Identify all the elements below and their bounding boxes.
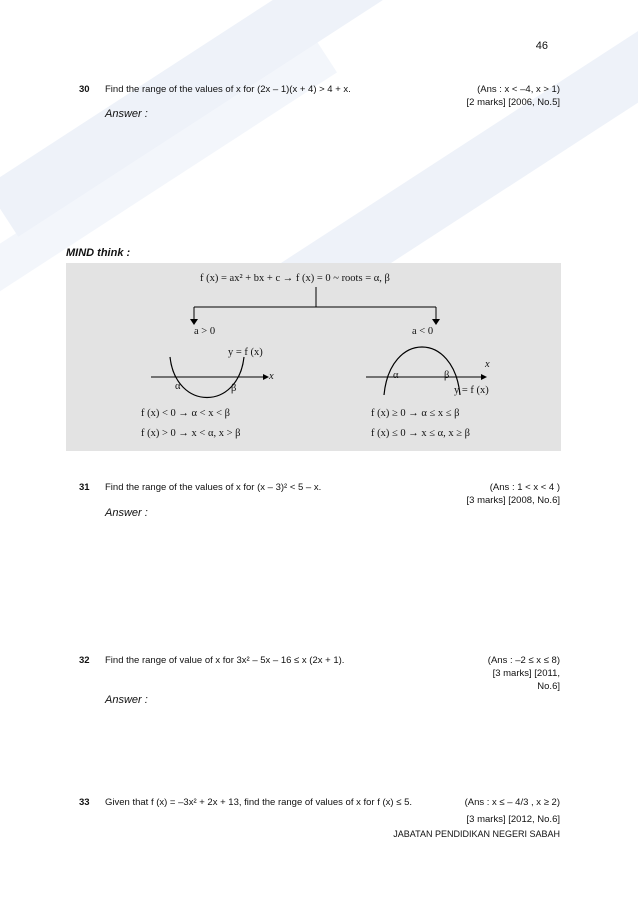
marks-reference: [2 marks] [2006, No.5] [466, 97, 560, 108]
answer-key: (Ans : 1 < x < 4 ) [489, 482, 560, 493]
inequality-line: f (x) > 0 → x < α, x > β [141, 428, 241, 439]
answer-key: (Ans : –2 ≤ x ≤ 8) [487, 655, 560, 666]
root-beta: β [231, 383, 237, 394]
question-number: 30 [79, 84, 90, 95]
answer-key: (Ans : x ≤ – 4/3 , x ≥ 2) [464, 797, 560, 808]
marks-reference: No.6] [537, 681, 560, 692]
quadratic-diagram [66, 263, 561, 451]
x-axis-label: x [269, 371, 274, 382]
x-axis-label: x [485, 359, 490, 370]
marks-reference: [3 marks] [2008, No.6] [466, 495, 560, 506]
root-alpha: α [393, 370, 399, 381]
quadratic-formula: f (x) = ax² + bx + c → f (x) = 0 ~ roots = α, β [200, 273, 390, 284]
question-text: Find the range of the values of x for (x – 3)² < 5 – x. [105, 482, 322, 493]
mind-think-box [66, 263, 561, 451]
root-beta: β [444, 370, 450, 381]
question-text: Find the range of value of x for 3x² – 5x – 16 ≤ x (2x + 1). [105, 655, 345, 666]
question-number: 32 [79, 655, 90, 666]
inequality-line: f (x) ≥ 0 → α ≤ x ≤ β [371, 408, 460, 419]
marks-reference: [3 marks] [2011, [492, 668, 560, 679]
curve-label: y = f (x) [454, 385, 489, 396]
answer-label: Answer : [105, 507, 148, 519]
question-number: 33 [79, 797, 90, 808]
question-text: Given that f (x) = –3x² + 2x + 13, find the range of values of x for f (x) ≤ 5. [105, 797, 412, 808]
inequality-line: f (x) ≤ 0 → x ≤ α, x ≥ β [371, 428, 470, 439]
root-alpha: α [175, 381, 181, 392]
marks-reference: [3 marks] [2012, No.6] [466, 814, 560, 825]
question-number: 31 [79, 482, 90, 493]
footer-text: JABATAN PENDIDIKAN NEGERI SABAH [393, 829, 560, 839]
condition-a-positive: a > 0 [194, 326, 216, 337]
answer-key: (Ans : x < –4, x > 1) [477, 84, 560, 95]
answer-label: Answer : [105, 108, 148, 120]
question-text: Find the range of the values of x for (2x – 1)(x + 4) > 4 + x. [105, 84, 351, 95]
mind-think-heading: MIND think : [66, 247, 131, 259]
page-number: 46 [535, 40, 548, 52]
curve-label: y = f (x) [228, 347, 263, 358]
inequality-line: f (x) < 0 → α < x < β [141, 408, 230, 419]
condition-a-negative: a < 0 [412, 326, 434, 337]
answer-label: Answer : [105, 694, 148, 706]
